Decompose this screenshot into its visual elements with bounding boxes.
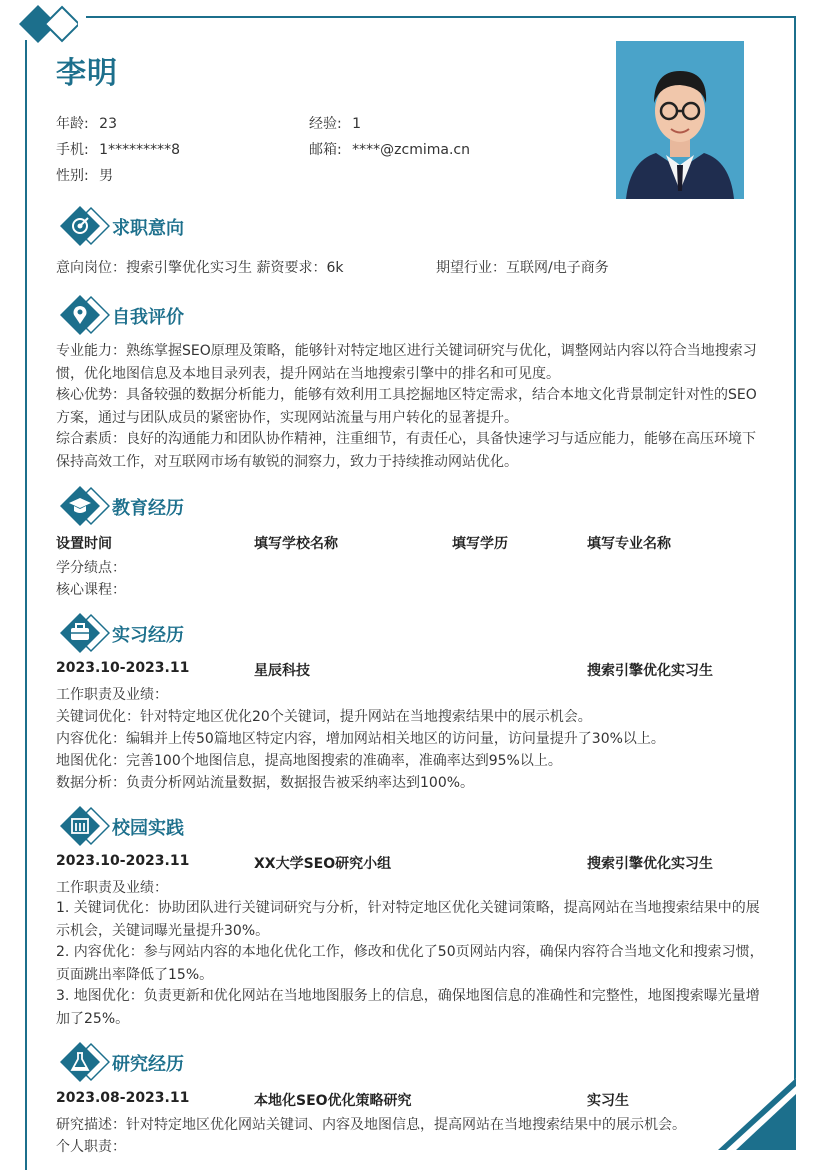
self-eval-overall: 综合素质：良好的沟通能力和团队协作精神，注重细节，有责任心，具备快速学习与适应能力，能够在高压环境下保持高效工作，对互联网市场有敏锐的洞察力，致力于持续推动网站优化。 xyxy=(56,431,756,470)
section-header-campus xyxy=(58,804,758,848)
email-label: 邮箱: xyxy=(309,142,342,158)
email-row xyxy=(309,139,470,159)
section-title: 实习经历 xyxy=(112,625,184,646)
campus-duty-map: 3. 地图优化：负责更新和优化网站在当地地图服务上的信息，确保地图信息的准确性和完整性，地图搜索曝光量增加了25%。 xyxy=(56,988,760,1027)
campus-duties-label: 工作职责及业绩： xyxy=(56,880,168,896)
diamond-logo-icon xyxy=(8,2,78,46)
internship-duty-keywords: 关键词优化：针对特定地区优化20个关键词，提升网站在当地搜索结果中的展示机会。 xyxy=(56,709,592,725)
research-description: 研究描述：针对特定地区优化网站关键词、内容及地图信息，提高网站在当地搜索结果中的展示机会。 xyxy=(56,1117,686,1133)
section-title: 自我评价 xyxy=(112,307,184,328)
campus-duty-content: 2. 内容优化：参与网站内容的本地化优化工作，修改和优化了50页网站内容，确保内容符合当地文化和搜索习惯，页面跳出率降低了15%。 xyxy=(56,944,764,983)
experience-label: 经验: xyxy=(309,116,342,132)
section-header-job-intent xyxy=(58,204,758,248)
graduation-cap-icon xyxy=(58,484,110,528)
age-label: 年龄: xyxy=(56,116,89,132)
self-eval-core: 核心优势：具备较强的数据分析能力，能够有效利用工具挖掘地区特定需求，结合本地文化背景制定针对性的SEO方案，通过与团队成员的紧密协作，实现网站流量与用户转化的显著提升。 xyxy=(56,387,757,426)
section-header-education xyxy=(58,484,758,528)
section-header-research xyxy=(58,1040,758,1084)
section-title: 校园实践 xyxy=(112,818,184,839)
education-time: 设置时间 xyxy=(56,536,112,552)
research-duties-label: 个人职责： xyxy=(56,1139,126,1155)
education-school: 填写学校名称 xyxy=(254,536,338,552)
campus-time: 2023.10-2023.11 xyxy=(56,853,190,869)
internship-duty-content: 内容优化：编辑并上传50篇地区特定内容，增加网站相关地区的访问量，访问量提升了30%以上。 xyxy=(56,731,665,747)
frame-right-line xyxy=(794,16,796,1086)
job-industry: 期望行业：互联网/电子商务 xyxy=(436,260,609,276)
education-degree: 填写学历 xyxy=(452,536,508,552)
building-icon xyxy=(58,804,110,848)
phone-label: 手机: xyxy=(56,142,89,158)
education-major: 填写专业名称 xyxy=(587,536,671,552)
candidate-name: 李明 xyxy=(56,56,118,91)
email-value: ****@zcmima.cn xyxy=(352,142,470,158)
internship-time: 2023.10-2023.11 xyxy=(56,660,190,676)
education-gpa: 学分绩点： xyxy=(56,560,126,576)
age-row xyxy=(56,113,117,133)
corner-stripes-decoration xyxy=(716,1078,796,1150)
experience-row xyxy=(309,113,361,133)
phone-value: 1*********8 xyxy=(99,142,180,158)
gender-row xyxy=(56,165,113,185)
flask-icon xyxy=(58,1040,110,1084)
section-title: 研究经历 xyxy=(112,1054,184,1075)
profile-photo xyxy=(616,41,744,199)
gender-label: 性别: xyxy=(56,168,89,184)
target-icon xyxy=(58,204,110,248)
job-intent-line: 意向岗位：搜索引擎优化实习生 薪资要求：6k xyxy=(56,260,344,276)
location-pin-icon xyxy=(58,293,110,337)
education-courses: 核心课程： xyxy=(56,582,126,598)
research-topic: 本地化SEO优化策略研究 xyxy=(254,1093,412,1109)
internship-company: 星辰科技 xyxy=(254,663,310,679)
section-title: 求职意向 xyxy=(112,218,184,239)
experience-value: 1 xyxy=(352,116,362,132)
age-value: 23 xyxy=(99,116,117,132)
self-eval-professional: 专业能力：熟练掌握SEO原理及策略，能够针对特定地区进行关键词研究与优化，调整网站内容以符合当地搜索习惯，优化地图信息及本地目录列表，提升网站在当地搜索引擎中的排名和可见度。 xyxy=(56,343,757,382)
phone-row xyxy=(56,139,180,159)
briefcase-icon xyxy=(58,611,110,655)
frame-top-line xyxy=(86,16,796,18)
research-time: 2023.08-2023.11 xyxy=(56,1090,190,1106)
frame-left-line xyxy=(25,40,27,1170)
section-header-internship xyxy=(58,611,758,655)
internship-duty-data: 数据分析：负责分析网站流量数据，数据报告被采纳率达到100%。 xyxy=(56,775,475,791)
section-title: 教育经历 xyxy=(112,498,184,519)
campus-role: 搜索引擎优化实习生 xyxy=(587,856,713,872)
section-header-self-eval xyxy=(58,293,758,337)
internship-duties-label: 工作职责及业绩： xyxy=(56,687,168,703)
campus-duty-keywords: 1. 关键词优化：协助团队进行关键词研究与分析，针对特定地区优化关键词策略，提高网站在当地搜索结果中的展示机会，关键词曝光量提升30%。 xyxy=(56,900,760,939)
gender-value: 男 xyxy=(99,168,114,184)
internship-duty-map: 地图优化：完善100个地图信息，提高地图搜索的准确率，准确率达到95%以上。 xyxy=(56,753,562,769)
internship-role: 搜索引擎优化实习生 xyxy=(587,663,713,679)
research-role: 实习生 xyxy=(587,1093,629,1109)
campus-org: XX大学SEO研究小组 xyxy=(254,856,392,872)
